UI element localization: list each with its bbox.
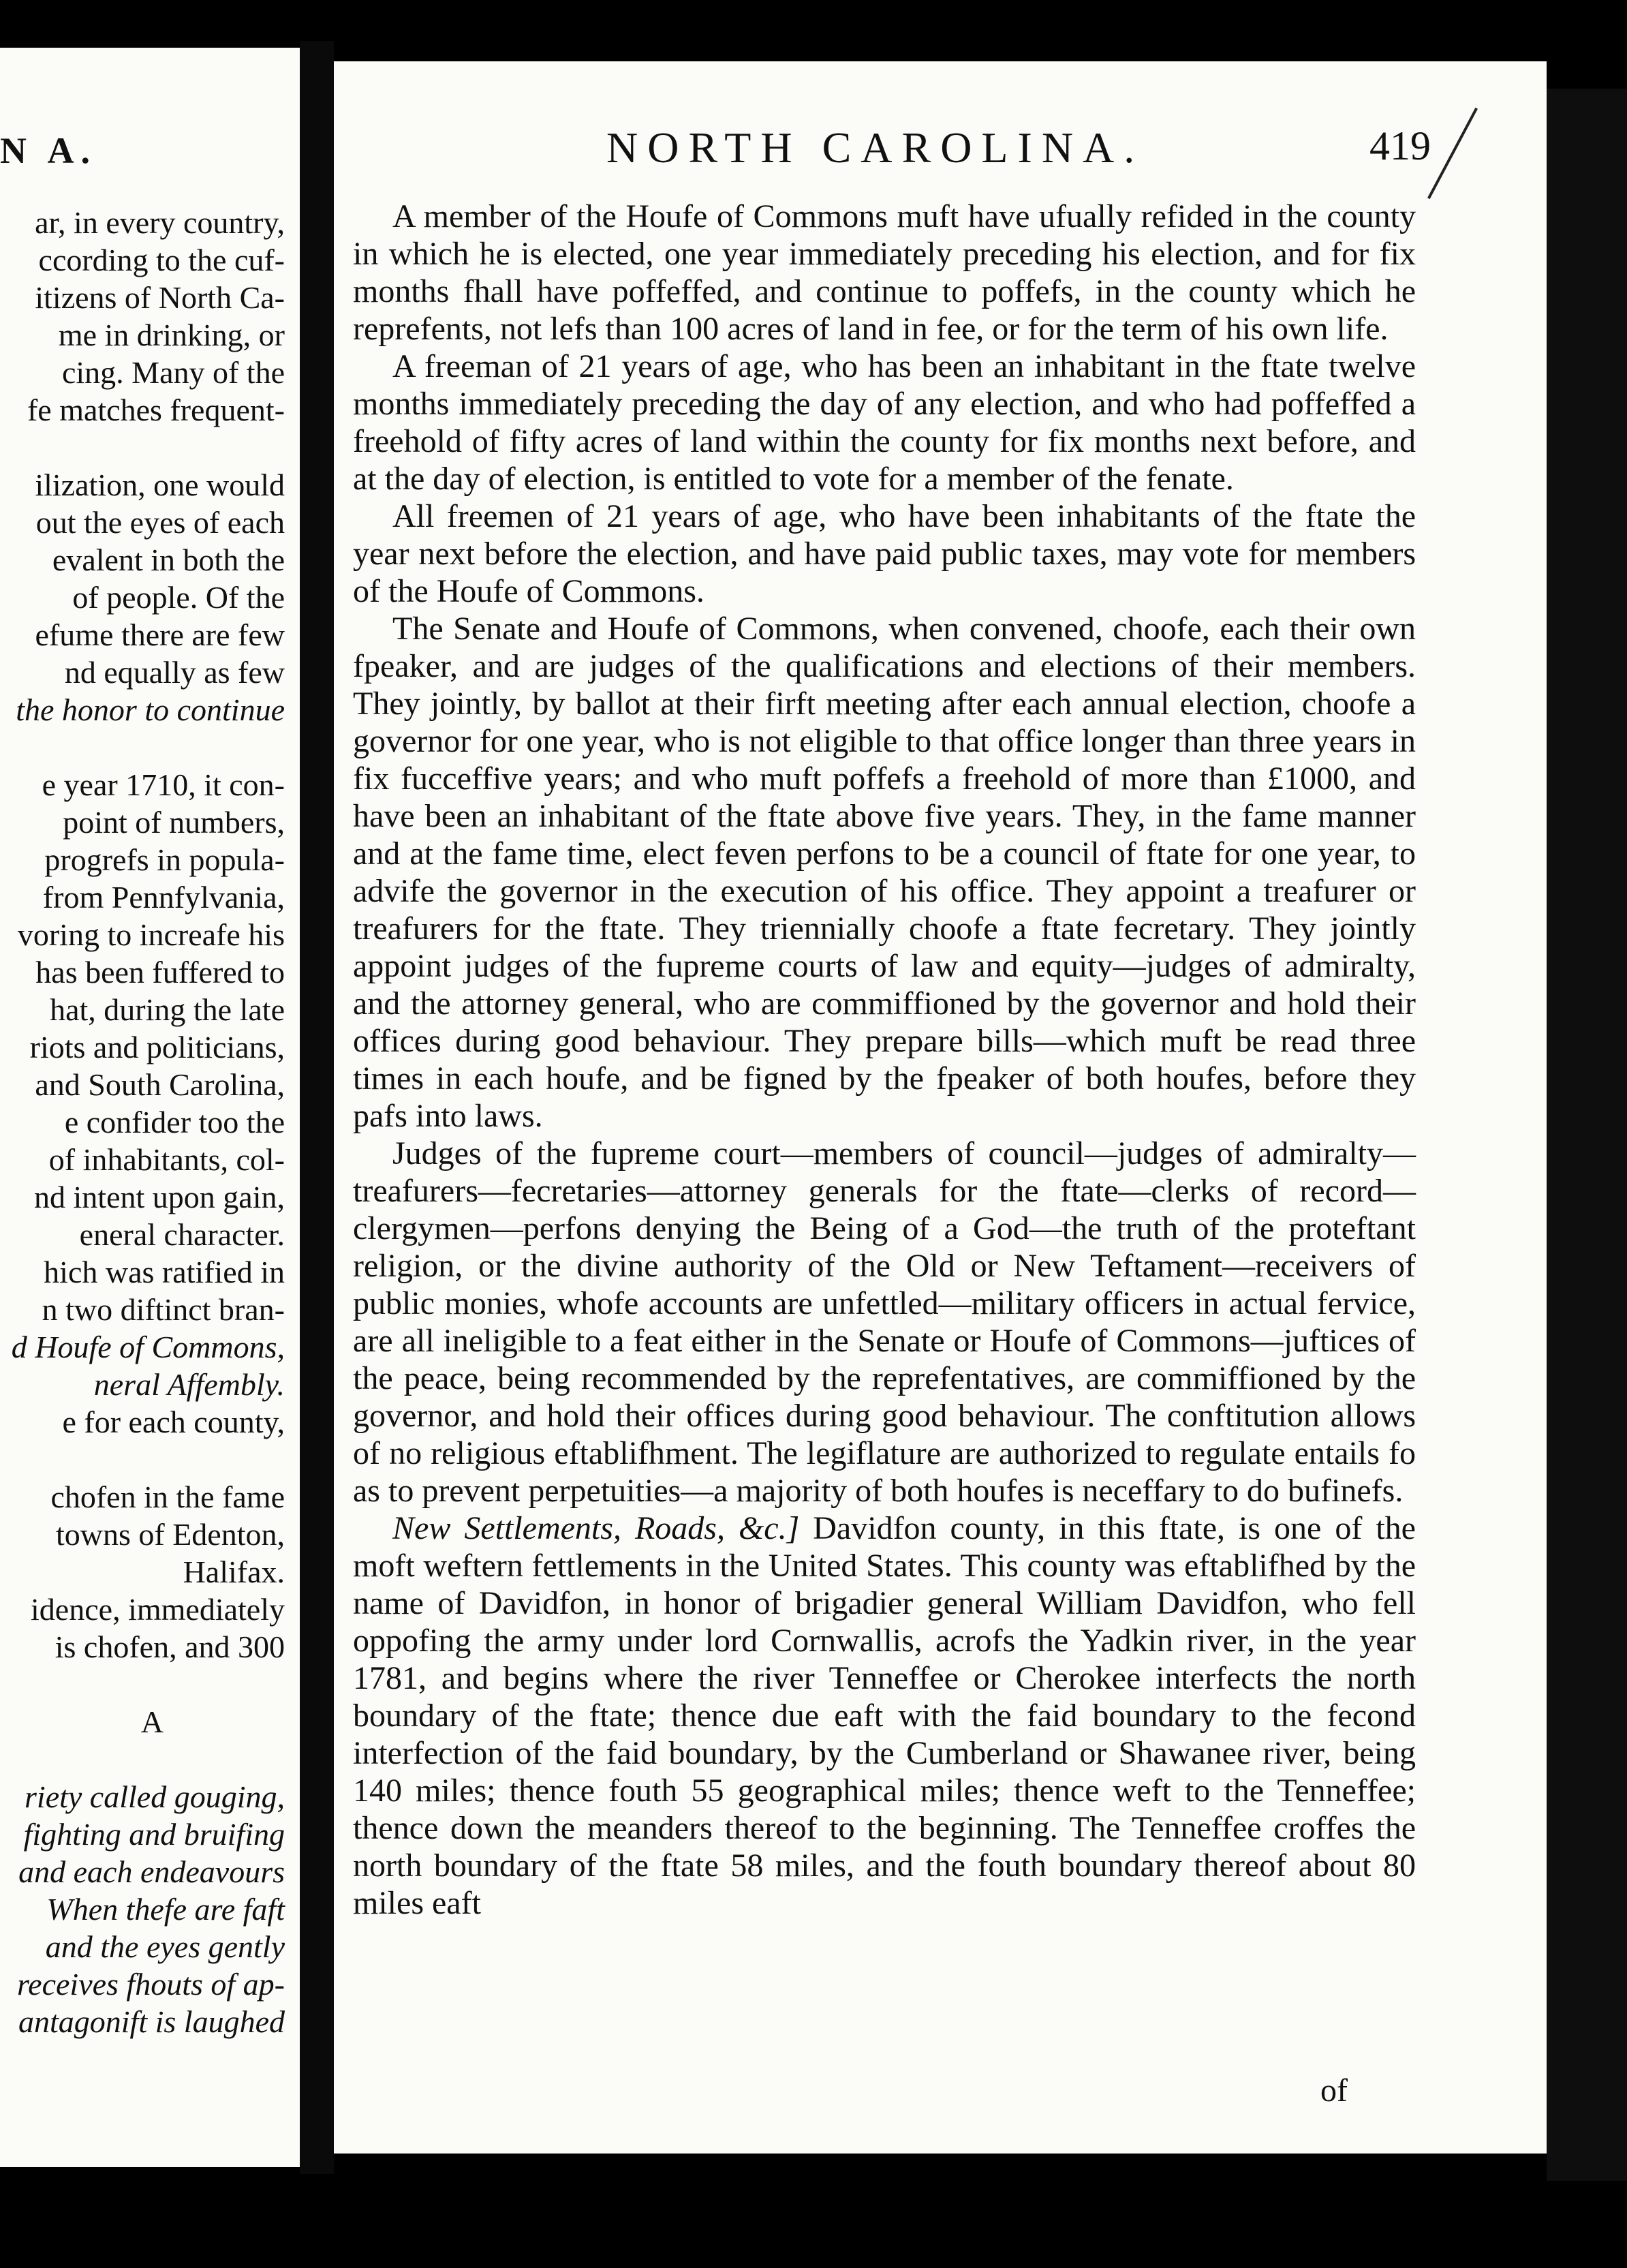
left-text-line: and each endeavours [18, 1854, 285, 1889]
paragraph-senate-voters: A freeman of 21 years of age, who has been an inhabitant in the ftate twelve months immediately preceding the day of any election, and who had poffeffed a freehold of fifty acres of land within the county for fix months next before, and at the day of election, is entitled to vote for a member of the fenate. [353, 348, 1416, 497]
left-text-line: evalent in both the [52, 542, 285, 577]
left-text-line: itizens of North Ca- [35, 280, 285, 315]
book-gutter [300, 41, 334, 2174]
left-text-line: e year 1710, it con- [42, 767, 285, 802]
section-heading: New Settlements, Roads, &c.] [392, 1510, 800, 1546]
left-text-line: fe matches frequent- [27, 393, 285, 427]
section-text: Davidfon county, in this ftate, is one of the moft weftern fettlements in the United States. This county was eftablifhed by the name of Davidfon, in honor of brigadier general William Davidfon, who fell oppofing the army under lord Cornwallis, acrofs the Yadkin river, in the year 1781, and begins where the river Tenneffee or Cherokee interfects the north boundary of the ftate; thence due eaft with the faid boundary to the fecond interfection of the faid boundary, by the Cumberland or Shawanee river, being 140 miles; thence fouth 55 geographical miles; thence weft to the Tenneffee; thence down the meanders thereof to the beginning. The Tenneffee croffes the north boundary of the ftate 58 miles, and the fouth boundary thereof about 80 miles eaft [353, 1510, 1416, 1921]
left-text-line: of inhabitants, col- [48, 1142, 285, 1177]
left-text-line: point of numbers, [63, 805, 285, 840]
paragraph-new-settlements [353, 1510, 1416, 1922]
left-text-line: cing. Many of the [61, 355, 285, 390]
left-text-line: e for each county, [62, 1405, 285, 1439]
left-text-line: riety called gouging, [25, 1779, 285, 1814]
left-text-line: voring to increafe his [17, 917, 285, 952]
left-text-line: and South Carolina, [35, 1067, 285, 1102]
left-text-line: e confider too the [64, 1105, 285, 1139]
left-text-line: the honor to continue [16, 692, 285, 727]
left-text-line: ilization, one would [35, 468, 285, 502]
left-text-line: and the eyes gently [45, 1929, 285, 1964]
left-text-line: nd intent upon gain, [34, 1180, 285, 1214]
left-text-line: eneral character. [79, 1217, 285, 1252]
left-text-line: progrefs in popula- [44, 842, 285, 877]
page-edge-shadow [1547, 89, 1627, 2181]
left-text-line: d Houfe of Commons, [11, 1330, 285, 1364]
left-text-line: idence, immediately [31, 1592, 285, 1627]
left-text-line: riots and politicians, [29, 1030, 285, 1064]
paragraph-ineligible-officers: Judges of the fupreme court—members of council—judges of admiralty—treafurers—fecretaries—attorney generals for the ftate—clerks of record—clergymen—perfons denying the Being of a God—the truth of the proteftant religion, or the divine authority of the Old or New Teftament—receivers of public monies, whofe accounts are unfettled—military officers in actual fervice, are all ineligible to a feat either in the Senate or Houfe of Commons—juftices of the peace, being recommended by the reprefentatives, are commiffioned by the governor, and hold their offices during good behaviour. The conftitution allows of no religious eftablifhment. The legiflature are authorized to regulate entails fo as to prevent perpetuities—a majority of both houfes is neceffary to do bufinefs. [353, 1135, 1416, 1509]
margin-mark [1427, 108, 1478, 199]
left-text-line: chofen in the fame [50, 1480, 285, 1514]
left-text-line: Halifax. [183, 1554, 285, 1589]
paragraph-legislature-powers: The Senate and Houfe of Commons, when convened, choofe, each their own fpeaker, and are judges of the qualifications and elections of their members. They jointly, by ballot at their firft meeting after each annual election, choofe a governor for one year, who is not eligible to that office longer than three years in fix fucceffive years; and who muft poffefs a freehold of more than £1000, and have been an inhabitant of the ftate above five years. They, in the fame manner and at the fame time, elect feven perfons to be a council of ftate for one year, to advife the governor in the execution of his office. They appoint a treafurer or treafurers for the ftate. They triennially choofe a ftate fecretary. They jointly appoint judges of the fupreme courts of law and equity—judges of admiralty, and the attorney general, who are commiffioned by the governor and hold their offices during good behaviour. They prepare bills—which muft be read three times in each houfe, and be figned by the fpeaker of both houfes, before they pafs into laws. [353, 611, 1416, 1134]
left-text-line: receives fhouts of ap- [16, 1967, 285, 2002]
left-text-line: When thefe are faft [46, 1892, 285, 1927]
left-text-line: towns of Edenton, [55, 1517, 285, 1552]
page-number: 419 [1369, 123, 1431, 168]
left-text-line: ar, in every country, [35, 205, 285, 240]
page-419 [334, 61, 1547, 2154]
left-text-line: neral Affembly. [93, 1367, 285, 1402]
left-text-line: out the eyes of each [35, 505, 285, 540]
left-text-line: of people. Of the [72, 580, 285, 615]
left-text-line: hich was ratified in [44, 1255, 285, 1289]
left-text-line: fighting and bruifing [23, 1817, 285, 1852]
left-text-line: efume there are few [35, 617, 285, 652]
left-text-line: me in drinking, or [58, 318, 285, 352]
left-text-line: has been fuffered to [35, 955, 285, 990]
left-text-line: n two diftinct bran- [42, 1292, 285, 1327]
left-text-line: A [140, 1704, 164, 1739]
left-running-head: N A. [0, 130, 97, 171]
running-head: NORTH CAROLINA. [606, 123, 1145, 172]
paragraph-member-qualification: A member of the Houfe of Commons muft have ufually refided in the county in which he is elected, one year immediately preceding his election, and for fix months fhall have poffeffed, and continue to poffefs, in the county which he reprefents, not lefs than 100 acres of land in fee, or for the term of his own life. [353, 198, 1416, 347]
left-text-line: is chofen, and 300 [55, 1629, 285, 1664]
paragraph-commons-voters: All freemen of 21 years of age, who have been inhabitants of the ftate the year next before the election, and have paid public taxes, may vote for members of the Houfe of Commons. [353, 498, 1416, 609]
left-text-line: ccording to the cuf- [38, 243, 285, 277]
left-text-line: antagonift is laughed [18, 2004, 285, 2039]
left-text-line: hat, during the late [50, 992, 285, 1027]
facing-page-left [0, 48, 300, 2167]
body-text [353, 198, 1416, 1922]
left-text-line: nd equally as few [64, 655, 285, 690]
left-text-line: from Pennfylvania, [42, 880, 285, 915]
catchword: of [1320, 2072, 1348, 2109]
